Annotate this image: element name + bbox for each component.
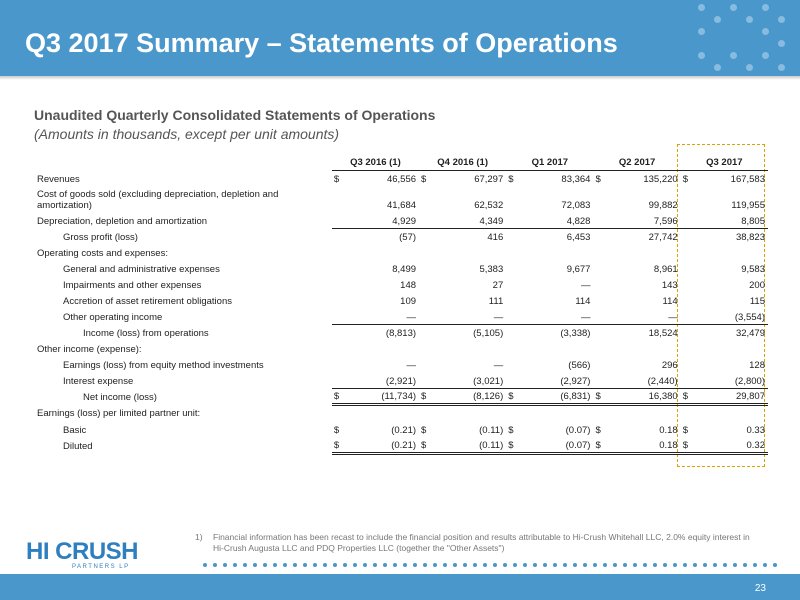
cell-value: 9,677 <box>566 264 591 275</box>
currency-symbol <box>332 228 342 244</box>
table-row <box>33 228 768 244</box>
row-label: Net income (loss) <box>83 392 157 403</box>
currency-symbol <box>506 244 516 260</box>
cell-value: 135,220 <box>643 174 678 185</box>
cell-value: 167,583 <box>730 174 765 185</box>
cell-value: (3,338) <box>516 324 593 340</box>
cell-value: 200 <box>749 280 765 291</box>
cell-value: (0.21) <box>391 425 417 436</box>
amounts-note: (Amounts in thousands, except per unit amounts) <box>34 126 340 142</box>
currency-symbol <box>506 356 516 372</box>
decorative-dot <box>413 563 417 567</box>
cell-value: 296 <box>661 360 678 371</box>
cell-value: (2,921) <box>385 375 417 387</box>
cell-value: — <box>580 311 591 323</box>
decorative-dot <box>593 563 597 567</box>
currency-symbol <box>419 308 429 324</box>
decorative-dot <box>283 563 287 567</box>
row-label: Other operating income <box>63 312 163 323</box>
currency-symbol: $ <box>421 425 427 436</box>
cell-value: (8,126) <box>429 388 506 404</box>
cell-value: — <box>493 360 504 371</box>
row-label: Revenues <box>37 174 80 185</box>
row-label: Depreciation, depletion and amortization <box>37 216 208 227</box>
table-row <box>33 356 768 372</box>
decorative-dot <box>773 563 777 567</box>
cell-value <box>691 244 768 260</box>
currency-symbol <box>681 276 691 292</box>
cell-value: 4,349 <box>479 215 504 227</box>
table-row <box>33 276 768 292</box>
decorative-dot <box>663 563 667 567</box>
currency-symbol <box>681 212 691 228</box>
currency-symbol <box>593 276 603 292</box>
currency-symbol <box>506 372 516 388</box>
cell-value: 148 <box>400 280 417 291</box>
currency-symbol <box>506 292 516 308</box>
decorative-dot <box>713 563 717 567</box>
currency-symbol <box>419 292 429 308</box>
decorative-dot <box>493 563 497 567</box>
decorative-dot <box>623 563 627 567</box>
decorative-dot <box>483 563 487 567</box>
decorative-dot <box>553 563 557 567</box>
currency-symbol <box>681 340 691 356</box>
currency-symbol <box>332 404 342 420</box>
cell-value: (2,440) <box>647 375 678 387</box>
table-row <box>33 404 768 420</box>
footnote-number: 1) <box>195 532 203 542</box>
currency-symbol <box>593 372 603 388</box>
cell-value: — <box>406 311 417 323</box>
decorative-dot <box>763 563 767 567</box>
cell-value: (0.11) <box>479 425 504 436</box>
footnote-text: Financial information has been recast to include the financial position and results attributable to Hi-Crush Whitehall LLC, 2.0% equity interest in Hi-Crush Augusta LLC and PDQ Properties LLC (together the "Other Assets") <box>213 532 750 553</box>
cell-value <box>342 340 419 356</box>
currency-symbol <box>332 308 342 324</box>
currency-symbol <box>419 260 429 276</box>
currency-symbol <box>681 260 691 276</box>
row-label: Earnings (loss) per limited partner unit: <box>37 408 201 419</box>
footer-bar <box>0 574 800 600</box>
currency-symbol <box>506 308 516 324</box>
cell-value <box>516 340 593 356</box>
cell-value: 32,479 <box>691 324 768 340</box>
decorative-dot <box>203 563 207 567</box>
cell-value <box>516 244 593 260</box>
decorative-dot <box>733 563 737 567</box>
cell-value: 4,929 <box>392 215 417 227</box>
currency-symbol <box>419 228 429 244</box>
row-label: Impairments and other expenses <box>63 280 202 291</box>
cell-value: (57) <box>342 228 419 244</box>
decorative-dot <box>746 64 753 71</box>
decorative-dot <box>253 563 257 567</box>
currency-symbol <box>332 260 342 276</box>
decorative-dot <box>583 563 587 567</box>
cell-value: 4,828 <box>566 215 591 227</box>
cell-value: 5,383 <box>479 264 504 275</box>
decorative-dot <box>643 563 647 567</box>
currency-symbol <box>419 372 429 388</box>
decorative-dot <box>543 563 547 567</box>
cell-value: (3,554) <box>734 311 765 323</box>
decorative-dot <box>730 52 737 59</box>
currency-symbol <box>506 276 516 292</box>
decorative-dot-pattern <box>690 0 800 76</box>
decorative-dot <box>746 16 753 23</box>
currency-symbol: $ <box>682 174 688 185</box>
decorative-dot <box>563 563 567 567</box>
currency-symbol <box>332 244 342 260</box>
decorative-dot <box>714 16 721 23</box>
cell-value: 72,083 <box>561 200 591 211</box>
table-row <box>33 244 768 260</box>
cell-value: 111 <box>488 296 504 307</box>
row-label: Accretion of asset retirement obligations <box>63 296 232 307</box>
decorative-dot <box>753 563 757 567</box>
decorative-dot <box>213 563 217 567</box>
currency-symbol: $ <box>419 437 429 453</box>
decorative-dot <box>423 563 427 567</box>
decorative-dot <box>353 563 357 567</box>
cell-value: 8,961 <box>653 264 678 275</box>
row-label: Income (loss) from operations <box>83 328 209 339</box>
currency-symbol <box>332 276 342 292</box>
decorative-dot <box>762 4 769 11</box>
currency-symbol <box>681 372 691 388</box>
currency-symbol <box>593 292 603 308</box>
currency-symbol <box>419 276 429 292</box>
cell-value: 114 <box>575 296 591 307</box>
cell-value: (6,831) <box>516 388 593 404</box>
cell-value: — <box>668 311 678 323</box>
currency-symbol: $ <box>419 388 429 404</box>
currency-symbol: $ <box>593 437 603 453</box>
decorative-dot <box>243 563 247 567</box>
logo-wordmark: HI CRUSH <box>26 538 139 565</box>
cell-value: — <box>406 360 417 371</box>
row-label: Cost of goods sold (excluding depreciation, depletion and amortization) <box>37 189 279 211</box>
table-header-row <box>33 152 768 170</box>
row-label: Other income (expense): <box>37 344 142 355</box>
decorative-dot <box>778 16 785 23</box>
slide-title: Q3 2017 Summary – Statements of Operations <box>25 28 618 58</box>
currency-symbol <box>419 324 429 340</box>
currency-symbol <box>593 340 603 356</box>
currency-symbol <box>332 356 342 372</box>
currency-symbol <box>681 244 691 260</box>
currency-symbol <box>681 324 691 340</box>
cell-value: 109 <box>400 296 417 307</box>
cell-value: 46,556 <box>386 174 417 185</box>
cell-value: — <box>580 280 591 291</box>
currency-symbol: $ <box>508 174 514 185</box>
row-label: Interest expense <box>63 376 134 387</box>
decorative-dot <box>673 563 677 567</box>
decorative-dot <box>383 563 387 567</box>
currency-symbol <box>419 212 429 228</box>
row-label: Diluted <box>63 441 93 452</box>
cell-value: 114 <box>662 296 678 307</box>
table-row <box>33 292 768 308</box>
decorative-dot <box>223 563 227 567</box>
currency-symbol <box>593 260 603 276</box>
cell-value: 27 <box>492 280 504 291</box>
table-row <box>33 212 768 228</box>
decorative-dot <box>523 563 527 567</box>
cell-value: (566) <box>568 360 591 371</box>
statement-subtitle: Unaudited Quarterly Consolidated Statements of Operations <box>34 107 436 123</box>
decorative-dot <box>273 563 277 567</box>
cell-value: 0.32 <box>691 437 768 453</box>
row-label: Earnings (loss) from equity method investments <box>63 360 264 371</box>
cell-value <box>342 244 419 260</box>
currency-symbol <box>681 308 691 324</box>
currency-symbol <box>593 228 603 244</box>
logo-subtext: PARTNERS LP <box>72 564 130 570</box>
decorative-dot <box>603 563 607 567</box>
currency-symbol <box>419 356 429 372</box>
decorative-dot <box>683 563 687 567</box>
cell-value: 67,297 <box>474 174 504 185</box>
decorative-dot <box>433 563 437 567</box>
table-row <box>33 186 768 212</box>
cell-value: 143 <box>661 280 678 291</box>
decorative-dot <box>613 563 617 567</box>
decorative-dot <box>403 563 407 567</box>
currency-symbol <box>419 186 429 212</box>
title-bar-shadow <box>0 76 800 80</box>
table-row <box>33 308 768 324</box>
currency-symbol <box>419 404 429 420</box>
currency-symbol <box>506 212 516 228</box>
currency-symbol: $ <box>332 437 342 453</box>
decorative-dot <box>762 28 769 35</box>
decorative-dot <box>653 563 657 567</box>
currency-symbol <box>593 308 603 324</box>
row-label: General and administrative expenses <box>63 264 220 275</box>
cell-value <box>603 340 680 356</box>
cell-value: 0.18 <box>603 437 680 453</box>
currency-symbol: $ <box>508 425 514 436</box>
decorative-dot <box>363 563 367 567</box>
column-header: Q3 2016 (1) <box>332 152 419 170</box>
cell-value: 29,807 <box>691 388 768 404</box>
cell-value: 6,453 <box>516 228 593 244</box>
cell-value: (11,734) <box>342 388 419 404</box>
currency-symbol <box>506 340 516 356</box>
cell-value: 38,823 <box>691 228 768 244</box>
decorative-dot <box>533 563 537 567</box>
decorative-dot <box>698 52 705 59</box>
cell-value <box>342 404 419 420</box>
decorative-dot <box>443 563 447 567</box>
column-header: Q1 2017 <box>506 152 593 170</box>
decorative-dot <box>778 64 785 71</box>
page-number: 23 <box>754 583 766 594</box>
cell-value: 99,882 <box>648 200 678 211</box>
decorative-dot <box>333 563 337 567</box>
decorative-dot <box>698 28 705 35</box>
decorative-dot <box>762 52 769 59</box>
decorative-dot <box>714 64 721 71</box>
currency-symbol <box>681 356 691 372</box>
table-row <box>33 340 768 356</box>
cell-value: 119,955 <box>731 200 765 211</box>
decorative-dot <box>778 40 785 47</box>
cell-value: (8,813) <box>342 324 419 340</box>
decorative-dot <box>473 563 477 567</box>
currency-symbol: $ <box>333 174 340 185</box>
cell-value: 128 <box>749 360 765 371</box>
decorative-dot <box>453 563 457 567</box>
decorative-dot <box>573 563 577 567</box>
currency-symbol <box>593 404 603 420</box>
decorative-dot <box>723 563 727 567</box>
cell-value: 115 <box>749 296 765 307</box>
decorative-dot <box>263 563 267 567</box>
decorative-dot <box>693 563 697 567</box>
cell-value: (3,021) <box>473 375 504 387</box>
currency-symbol <box>681 186 691 212</box>
currency-symbol: $ <box>595 174 601 185</box>
decorative-dot <box>698 4 705 11</box>
currency-symbol <box>332 212 342 228</box>
table-row <box>33 170 768 186</box>
table-row <box>33 437 768 453</box>
cell-value: — <box>493 311 504 323</box>
currency-symbol <box>506 186 516 212</box>
table-row <box>33 420 768 437</box>
statements-of-operations-table <box>33 152 768 455</box>
decorative-dot <box>303 563 307 567</box>
currency-symbol: $ <box>506 388 516 404</box>
cell-value: 0.18 <box>659 425 678 436</box>
decorative-dot <box>293 563 297 567</box>
currency-symbol <box>681 228 691 244</box>
currency-symbol <box>332 372 342 388</box>
decorative-dot <box>393 563 397 567</box>
cell-value <box>429 244 506 260</box>
table-row <box>33 260 768 276</box>
cell-value <box>691 404 768 420</box>
cell-value <box>691 340 768 356</box>
decorative-dot <box>633 563 637 567</box>
currency-symbol: $ <box>593 388 603 404</box>
currency-symbol: $ <box>595 425 601 436</box>
cell-value: 8,499 <box>392 264 417 275</box>
cell-value <box>603 244 680 260</box>
currency-symbol <box>506 324 516 340</box>
currency-symbol: $ <box>333 425 340 436</box>
table-row <box>33 388 768 404</box>
currency-symbol <box>419 244 429 260</box>
currency-symbol: $ <box>421 174 427 185</box>
column-header: Q4 2016 (1) <box>419 152 506 170</box>
cell-value: 16,380 <box>603 388 680 404</box>
currency-symbol: $ <box>332 388 342 404</box>
cell-value: (5,105) <box>429 324 506 340</box>
cell-value: (0.11) <box>429 437 506 453</box>
cell-value: 18,524 <box>603 324 680 340</box>
cell-value: 416 <box>429 228 506 244</box>
decorative-dot <box>233 563 237 567</box>
currency-symbol <box>593 212 603 228</box>
table-row <box>33 372 768 388</box>
cell-value <box>603 404 680 420</box>
decorative-dot <box>463 563 467 567</box>
currency-symbol <box>593 324 603 340</box>
decorative-dot <box>743 563 747 567</box>
currency-symbol: $ <box>681 388 691 404</box>
cell-value: (0.07) <box>516 437 593 453</box>
decorative-dot <box>343 563 347 567</box>
decorative-dot <box>703 563 707 567</box>
decorative-dot <box>730 4 737 11</box>
cell-value <box>516 404 593 420</box>
cell-value: 62,532 <box>474 200 504 211</box>
cell-value: (2,800) <box>734 375 765 387</box>
currency-symbol <box>593 186 603 212</box>
cell-value: 8,805 <box>741 215 765 227</box>
decorative-dotted-line <box>203 563 788 569</box>
table-row <box>33 324 768 340</box>
cell-value: 7,596 <box>653 215 678 227</box>
currency-symbol <box>419 340 429 356</box>
currency-symbol <box>681 292 691 308</box>
currency-symbol <box>332 292 342 308</box>
decorative-dot <box>313 563 317 567</box>
currency-symbol <box>506 228 516 244</box>
currency-symbol <box>332 340 342 356</box>
currency-symbol <box>332 324 342 340</box>
decorative-dot <box>503 563 507 567</box>
decorative-dot <box>373 563 377 567</box>
cell-value: 83,364 <box>561 174 591 185</box>
currency-symbol <box>506 404 516 420</box>
footnote <box>195 532 755 554</box>
cell-value <box>429 340 506 356</box>
cell-value: 27,742 <box>603 228 680 244</box>
cell-value: (0.07) <box>565 425 591 436</box>
cell-value: 41,684 <box>386 200 417 211</box>
currency-symbol <box>332 186 342 212</box>
cell-value: (0.21) <box>342 437 419 453</box>
row-label: Basic <box>63 425 87 436</box>
cell-value <box>429 404 506 420</box>
cell-value: 0.33 <box>746 425 765 436</box>
currency-symbol <box>681 404 691 420</box>
cell-value: 9,583 <box>741 264 765 275</box>
currency-symbol <box>593 356 603 372</box>
decorative-dot <box>513 563 517 567</box>
cell-value: (2,927) <box>560 375 591 387</box>
currency-symbol <box>593 244 603 260</box>
currency-symbol: $ <box>682 425 688 436</box>
row-label: Gross profit (loss) <box>63 232 138 243</box>
currency-symbol: $ <box>506 437 516 453</box>
currency-symbol <box>506 260 516 276</box>
column-header: Q3 2017 <box>681 152 768 170</box>
row-label: Operating costs and expenses: <box>37 248 168 259</box>
column-header: Q2 2017 <box>593 152 680 170</box>
currency-symbol: $ <box>681 437 691 453</box>
decorative-dot <box>323 563 327 567</box>
